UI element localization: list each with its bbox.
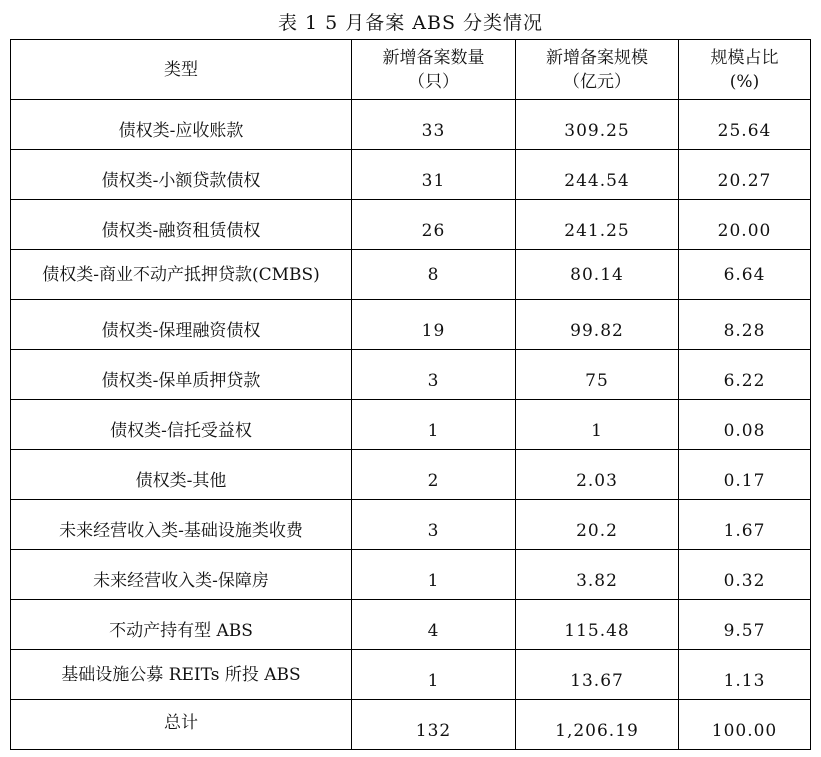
total-label-cell [11,700,352,750]
cell-ratio [679,500,811,550]
header-count-label: 新增备案数量 [382,47,485,68]
ratio-value: 0.08 [723,420,766,441]
cell-scale [516,200,679,250]
cell-type [11,550,352,600]
cell-scale [516,300,679,350]
type-text: 债权类-其他 [135,470,227,491]
type-text: 未来经营收入类-基础设施类收费 [59,520,303,541]
cell-scale [516,450,679,500]
ratio-value: 20.00 [717,220,772,241]
type-text: 不动产持有型 ABS [109,620,253,641]
cell-ratio [679,250,811,300]
ratio-value: 25.64 [717,120,772,141]
header-type [11,40,352,100]
cell-scale [516,250,679,300]
total-count: 132 [415,720,452,741]
header-ratio-label: 规模占比 [710,47,779,68]
cell-count [352,250,516,300]
cell-type [11,100,352,150]
scale-value: 115.48 [564,620,630,641]
header-row [11,40,811,100]
table-row [11,450,811,500]
table-row [11,150,811,200]
ratio-value: 9.57 [723,620,766,641]
table-row [11,600,811,650]
header-scale-label: 新增备案规模 [546,47,648,68]
cell-scale [516,500,679,550]
cell-count [352,400,516,450]
table-row [11,500,811,550]
ratio-value: 0.32 [723,570,766,591]
scale-value: 309.25 [564,120,630,141]
scale-value: 99.82 [570,320,624,341]
cell-scale [516,350,679,400]
scale-value: 20.2 [576,520,618,541]
header-ratio [679,40,811,100]
total-count-cell [352,700,516,750]
count-value: 33 [421,120,446,141]
type-text: 基础设施公募 REITs 所投 ABS [61,664,301,685]
scale-value: 244.54 [564,170,630,191]
count-value: 1 [427,570,440,591]
cell-scale [516,600,679,650]
count-value: 3 [427,370,440,391]
cell-ratio [679,100,811,150]
cell-count [352,300,516,350]
ratio-value: 8.28 [723,320,766,341]
cell-scale [516,400,679,450]
cell-type [11,200,352,250]
scale-value: 1 [591,420,603,441]
table-row [11,350,811,400]
cell-type [11,300,352,350]
cell-count [352,150,516,200]
cell-type [11,150,352,200]
count-value: 8 [427,264,440,285]
type-text: 债权类-应收账款 [118,120,244,141]
count-value: 1 [427,420,440,441]
scale-value: 80.14 [570,264,624,285]
total-ratio-cell [679,700,811,750]
count-value: 4 [427,620,440,641]
total-scale-cell [516,700,679,750]
scale-value: 13.67 [570,670,624,691]
cell-scale [516,650,679,700]
cell-type [11,650,352,700]
cell-count [352,500,516,550]
cell-count [352,100,516,150]
cell-scale [516,550,679,600]
cell-type [11,600,352,650]
count-value: 26 [421,220,446,241]
cell-type [11,350,352,400]
ratio-value: 20.27 [717,170,772,191]
type-text: 债权类-融资租赁债权 [101,220,261,241]
total-label: 总计 [164,712,198,733]
table-row [11,250,811,300]
cell-count [352,600,516,650]
total-row [11,700,811,750]
cell-ratio [679,550,811,600]
header-scale-unit: （亿元） [563,71,631,92]
scale-value: 2.03 [576,470,618,491]
cell-ratio [679,350,811,400]
count-value: 31 [421,170,446,191]
cell-type [11,450,352,500]
total-ratio: 100.00 [711,720,778,741]
table-row [11,300,811,350]
cell-type [11,250,352,300]
table-row [11,550,811,600]
abs-category-table [10,39,811,750]
cell-type [11,400,352,450]
table-row [11,100,811,150]
cell-count [352,650,516,700]
cell-ratio [679,650,811,700]
count-value: 2 [427,470,440,491]
table-row [11,400,811,450]
type-text: 债权类-商业不动产抵押贷款(CMBS) [42,264,320,285]
table-row [11,650,811,700]
type-text: 未来经营收入类-保障房 [93,570,269,591]
cell-count [352,200,516,250]
table-row [11,200,811,250]
count-value: 3 [427,520,440,541]
ratio-value: 1.13 [723,670,766,691]
ratio-value: 6.22 [723,370,766,391]
ratio-value: 0.17 [723,470,766,491]
ratio-value: 1.67 [723,520,766,541]
table-caption: 表 1 5 月备案 ABS 分类情况 [277,12,544,34]
cell-ratio [679,300,811,350]
type-text: 债权类-保理融资债权 [101,320,261,341]
cell-count [352,350,516,400]
cell-ratio [679,200,811,250]
cell-ratio [679,400,811,450]
header-scale [516,40,679,100]
cell-ratio [679,600,811,650]
count-value: 1 [427,670,440,691]
cell-count [352,450,516,500]
scale-value: 241.25 [564,220,630,241]
cell-type [11,500,352,550]
count-value: 19 [421,320,446,341]
scale-value: 75 [585,370,609,391]
cell-ratio [679,150,811,200]
cell-scale [516,100,679,150]
cell-scale [516,150,679,200]
ratio-value: 6.64 [723,264,766,285]
header-count [352,40,516,100]
type-text: 债权类-信托受益权 [110,420,252,441]
type-text: 债权类-保单质押贷款 [101,370,261,391]
header-count-unit: （只） [408,71,459,92]
header-ratio-unit: (%) [729,71,760,92]
type-text: 债权类-小额贷款债权 [101,170,261,191]
header-type-label: 类型 [164,59,198,80]
scale-value: 3.82 [576,570,618,591]
total-scale: 1,206.19 [555,720,639,741]
cell-count [352,550,516,600]
cell-ratio [679,450,811,500]
